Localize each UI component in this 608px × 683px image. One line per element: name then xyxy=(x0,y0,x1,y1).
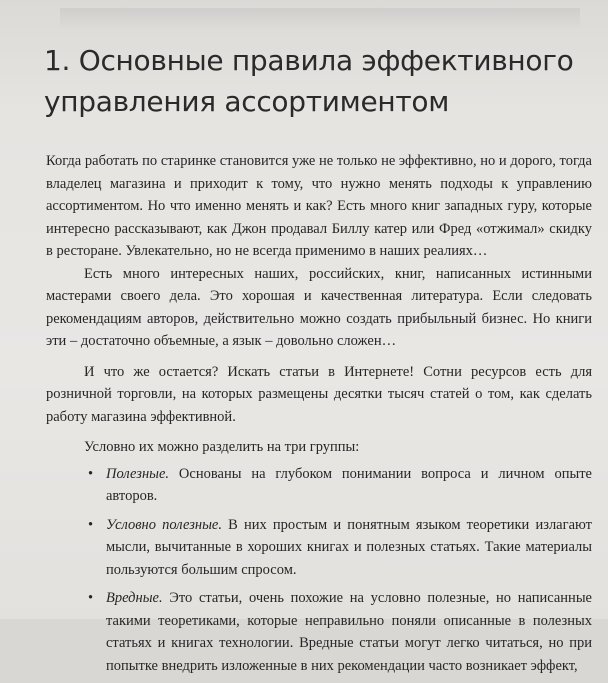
list-item-text: Основаны на глубоком понимании вопроса и личном опыте авторов. xyxy=(106,465,592,504)
list-item xyxy=(46,514,592,582)
body-text xyxy=(46,150,592,683)
chapter-title xyxy=(44,40,584,122)
chapter-title-line-2: управления ассортиментом xyxy=(44,85,450,118)
list-item xyxy=(46,587,592,677)
bullet-icon: • xyxy=(88,516,94,533)
paragraph-2: Есть много интересных наших, российских, книг, написанных истинными мастерами своего дела. Это хорошая и качественная литература. Если следовать рекомендациям авторов, действительно можно создать прибыльный бизнес. Но книги эти – достаточно объемные, а язык – довольно сложен… xyxy=(46,265,592,349)
groups-list xyxy=(46,463,592,678)
bleed-through-shadow xyxy=(60,8,580,30)
list-item-term: Вредные. xyxy=(106,590,163,606)
paragraph-3: И что же остается? Искать статьи в Интернете! Сотни ресурсов есть для розничной торговли, на которых размещены десятки тысяч статей о том, как сделать работу магазина эффективной. xyxy=(46,363,592,425)
chapter-title-line-1: 1. Основные правила эффективного xyxy=(44,44,574,77)
list-item-term: Условно полезные. xyxy=(106,516,222,533)
list-item-term: Полезные. xyxy=(106,465,170,482)
paragraph-1: Когда работать по старинке становится уже не только не эффективно, но и дорого, тогда владелец магазина и приходит к тому, что нужно менять подходы к управлению ассортиментом. Но что именно менять и как? Есть много книг западных гуру, которые интересно рассказывают, как Джон продавал Биллу катер или Фред «отжимал» скидку в ресторане. Увлекательно, но не всегда применимо в наших реалиях… xyxy=(46,153,592,259)
bullet-icon: • xyxy=(88,590,94,606)
list-item xyxy=(46,463,592,508)
paragraph-4: Условно их можно разделить на три группы: xyxy=(84,439,360,455)
list-item-text: В них простым и понятным языком теоретики излагают мысли, вычитанные в хороших книгах и полезных статьях. Такие материалы пользуются большим спросом. xyxy=(106,516,592,578)
list-item-text: Это статьи, очень похожие на условно полезные, но написанные такими теоретиками, которые неправильно поняли описанные в полезных статьях и книгах технологии. Вредные статьи могут легко читаться, но при попытке внедрить изложенные в них рекомендации часто возникает эффект, xyxy=(106,590,592,674)
bullet-icon: • xyxy=(88,465,94,482)
